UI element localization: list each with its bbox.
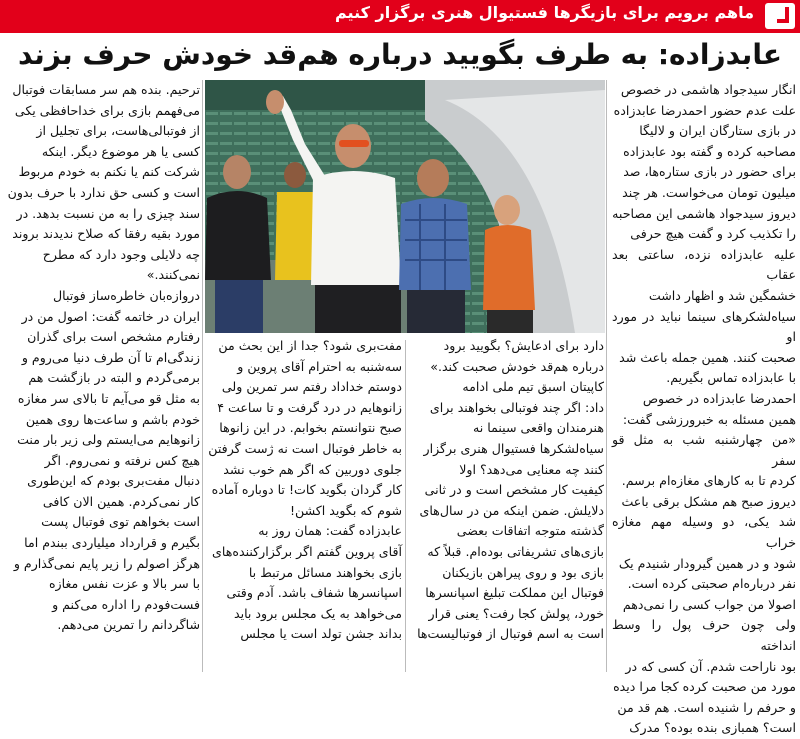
- article-line: سیاه‌لشکرهای سینما نباید در مورد او: [612, 308, 796, 345]
- newspaper-logo: [765, 3, 795, 29]
- article-line: زانوهایم می‌ایستم ولی زیر بار منت: [17, 432, 200, 448]
- article-line: مصاحبه کرده و گفته بود عابدزاده: [623, 143, 796, 159]
- article-line: هرگز اصولم را زیر پایم نمی‌گذارم و: [13, 555, 200, 571]
- article-line: ولی چون حرف پول را وسط انداخته: [612, 617, 796, 654]
- article-line: سند چیزی را به من نسبت بدهد. در: [16, 205, 200, 221]
- top-banner: [0, 0, 800, 33]
- article-line: ترحیم. بنده هم سر مسابقات فوتبال: [12, 82, 200, 97]
- article-line: خشمگین شد و اظهار داشت: [648, 287, 796, 303]
- article-line: دروازه‌بان خاطره‌ساز فوتبال: [52, 287, 200, 303]
- article-line: کار گردان بگوید کات! تا دوباره آماده: [211, 482, 402, 498]
- article-line: بازی‌های تشریفاتی بوده‌ام. قبلاً که: [427, 543, 604, 559]
- article-line: هیچ کس نرفته و نمی‌روم. اگر: [44, 452, 200, 468]
- article-line: به مثل قو می‌آیم تا بالای سر مغازه: [17, 390, 200, 406]
- article-line: فوتبال این مملکت تبلیغ اسپانسرها: [425, 585, 604, 601]
- article-line: نمی‌کنند.»: [146, 267, 200, 283]
- article-line: دیروز صبح هم مشکل برقی باعث: [621, 493, 796, 509]
- article-line: درباره هم‌قد خودش صحبت کند.»: [430, 358, 604, 374]
- article-line: فست‌فودم را اداره می‌کنم و: [52, 596, 200, 612]
- article-headline: عابدزاده: به طرف بگویید درباره هم‌قد خودش حرف بزند: [18, 38, 782, 71]
- article-line: خورد، پولش کجا رفت؟ یعنی قرار: [428, 605, 604, 621]
- article-line: صحبت کنند. همین جمله باعث شد: [619, 349, 796, 365]
- banner-text: ماهم برویم برای بازیگرها فستیوال هنری برگزار کنیم: [335, 3, 754, 22]
- article-line: علیه عابدزاده نزده، ساعتی بعد عقاب: [612, 246, 796, 283]
- article-line: میلیون تومان می‌خواست. هر چند: [622, 184, 796, 200]
- article-line: داد: اگر چند فوتبالی بخواهند برای: [429, 399, 604, 415]
- article-line: بگیرم و قرارداد میلیاردی ببندم اما: [24, 535, 200, 551]
- article-line: صبح نتوانستم بخوابم. در این زانوها: [219, 420, 402, 436]
- article-line: کار نمی‌کردم. همین الان کافی: [42, 493, 200, 509]
- article-line: است؟ همبازی بنده بوده؟ مدرک: [629, 720, 796, 736]
- article-line: اصولا من جواب کسی را نمی‌دهم: [622, 596, 796, 612]
- article-line: با عابدزاده تماس بگیریم.: [666, 370, 796, 386]
- article-column-2: [408, 336, 604, 676]
- article-line: علت عدم حضور احمدرضا عابدزاده: [613, 102, 796, 118]
- article-line: بداند جشن تولد است یا مجلس: [240, 626, 402, 642]
- article-line: سیاه‌لشکرها فستیوال هنری برگزار: [423, 440, 604, 456]
- article-line: دارد برای ادعایش؟ بگویید برود: [443, 338, 604, 353]
- article-line: است به اسم فوتبال از فوتبالیست‌ها: [417, 626, 604, 642]
- article-line: رفتارم مشخص است برای گذران: [27, 329, 200, 345]
- article-line: است و کسی حق ندارد با حرف بدون: [7, 184, 200, 200]
- article-line: کنند چه معنایی می‌دهد؟ اولا: [459, 461, 604, 477]
- article-line: اسپانسرها شفاف باشد. آدم وقتی: [226, 585, 402, 601]
- article-line: شد یکی، دو وسیله مهم مغازه خراب: [612, 514, 796, 551]
- article-line: شرکت کنم یا نکنم به خودم مربوط: [18, 164, 200, 180]
- article-line: بازی بخواهند مسائل مرتبط با: [248, 564, 402, 580]
- column-divider: [405, 340, 406, 672]
- article-line: مورد من صحبت کرده کجا مرا دیده: [613, 679, 796, 695]
- article-line: همین مسئله به خبرورزشی گفت:: [622, 411, 796, 427]
- article-line: در بازی ستارگان ایران و لالیگا: [639, 123, 796, 139]
- article-line: شاگردانم را تمرین می‌دهم.: [57, 617, 200, 633]
- article-line: برمی‌گردم و البته در بازگشت هم: [28, 370, 200, 386]
- article-line: گذشته متوجه اتفاقات بعضی: [456, 523, 604, 539]
- article-line: بود ناراحت شدم. آن کسی که در: [625, 658, 796, 674]
- article-line: می‌فهمم بازی برای خداحافظی یکی: [14, 102, 200, 118]
- article-line: و حرفم را شنیده است. هم قد من: [617, 699, 796, 715]
- article-line: مفت‌بری شود؟ جدا از این بحث من: [218, 338, 402, 353]
- column-divider: [606, 80, 607, 672]
- article-line: دیروز سیدجواد هاشمی این مصاحبه: [612, 205, 796, 221]
- article-line: با سر بالا و عزت نفس مغازه: [48, 576, 200, 592]
- article-line: بازی بود و روی پیراهن بازیکنان: [442, 564, 604, 580]
- article-column-4: [4, 80, 200, 676]
- article-line: سه‌شنبه به احترام آقای پروین و: [237, 358, 402, 374]
- article-line: دوستم خداداد رفتم سر تمرین ولی: [221, 379, 402, 395]
- article-line: نفر درباره‌ام صحبتی کرده است.: [627, 576, 796, 592]
- article-line: احمدرضا عابدزاده در خصوص: [642, 390, 796, 406]
- article-line: می‌خواهد به یک مجلس برود باید: [233, 605, 402, 621]
- article-line: ایران در خاتمه گفت: اصول من در: [21, 308, 200, 324]
- article-line: دنبال مفت‌بری بودم که این‌طوری: [27, 473, 200, 489]
- article-photo: [205, 80, 605, 333]
- article-column-3: [204, 336, 402, 676]
- article-line: هنرمندان واقعی سینما نه: [472, 420, 604, 436]
- article-line: کسی یا هر موضوع دیگر. اینکه: [41, 143, 200, 159]
- article-line: خودم باشم و ساعت‌ها روی همین: [25, 411, 200, 427]
- article-line: به خاطر فوتبال است نه ژست گرفتن: [208, 440, 402, 456]
- article-line: آقای پروین گفتم اگر برگزارکننده‌های: [212, 543, 402, 559]
- article-line: است بخواهم توی فوتبال پست: [41, 514, 200, 530]
- article-line: انگار سیدجواد هاشمی در خصوص: [620, 82, 796, 97]
- article-line: دلایلش. ضمن اینکه من در سال‌های: [419, 502, 604, 518]
- article-line: را تکذیب کرد و گفت هیچ حرفی: [630, 226, 796, 242]
- article-line: شوم که بگوید اکشن!: [289, 502, 402, 518]
- article-line: جلوی دوربین که اگر هم خوب نشد: [223, 461, 402, 477]
- article-line: کردم تا به کارهای مغازه‌ام برسم.: [621, 473, 796, 489]
- article-line: شود و در همین گیرودار شنیدم یک: [618, 555, 796, 571]
- article-line: از فوتبالی‌هاست، برای تجلیل از: [36, 123, 200, 139]
- article-line: زندگی‌ام تا آن طرف دنیا می‌روم و: [21, 349, 200, 365]
- article-line: کیفیت کار مشخص است و در ثانی: [424, 482, 604, 498]
- article-line: برای حضور در بازی ستاره‌ها، صد: [623, 164, 796, 180]
- article-line: مورد بقیه رفقا که صلاح ندیدند بروند: [12, 226, 200, 242]
- article-line: کاپیتان اسبق تیم ملی ادامه: [462, 379, 604, 395]
- article-line: عابدزاده گفت: همان روز به: [258, 523, 402, 539]
- article-line: زانوهایم در درد گرفت و تا ساعت ۴: [217, 399, 402, 415]
- article-line: چه دلایلی وجود دارد که مطرح: [42, 246, 200, 262]
- article-column-1: [612, 80, 796, 736]
- article-line: «من چهارشنبه شب به مثل قو سفر: [612, 432, 796, 468]
- column-divider: [202, 80, 203, 672]
